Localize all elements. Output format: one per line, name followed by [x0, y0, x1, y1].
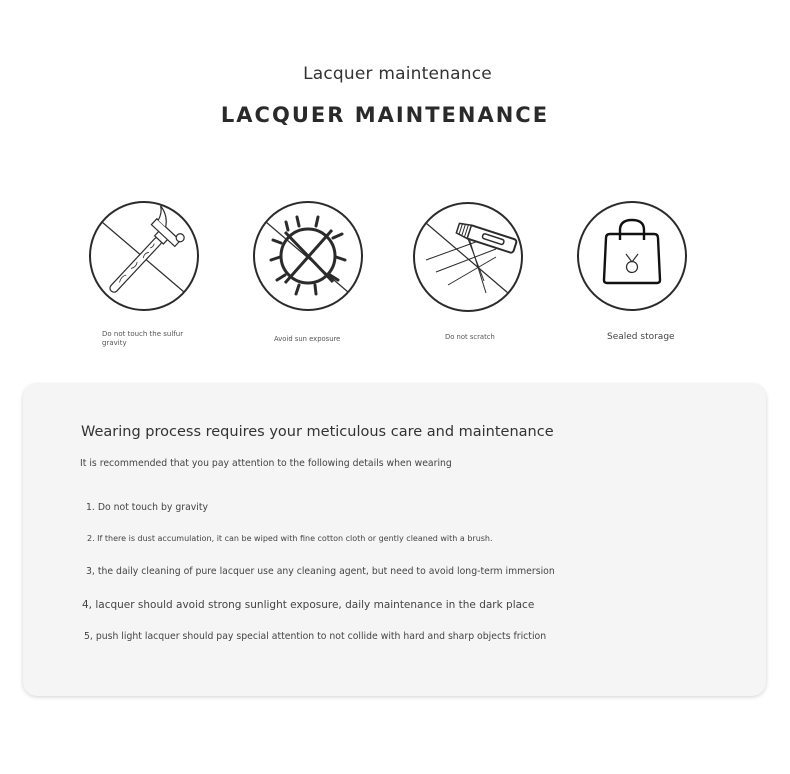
caption-scratch: Do not scratch — [445, 333, 495, 341]
list-item: 3, the daily cleaning of pure lacquer use any cleaning agent, but need to avoid long-term immersion — [86, 566, 555, 577]
bag-icon — [576, 200, 688, 312]
care-card — [23, 384, 766, 696]
page-subtitle: Lacquer maintenance — [303, 64, 492, 84]
caption-hammer-line2: gravity — [102, 339, 127, 347]
list-item: 4, lacquer should avoid strong sunlight exposure, daily maintenance in the dark place — [82, 599, 535, 611]
caption-hammer-line1: Do not touch the sulfur — [102, 330, 184, 338]
list-item: 2. If there is dust accumulation, it can be wiped with fine cotton cloth or gently cleaned with a brush. — [87, 534, 493, 543]
caption-hammer — [102, 330, 183, 348]
cutter-prohibited-icon — [412, 201, 524, 313]
page-title: LACQUER MAINTENANCE — [220, 103, 550, 127]
caption-sun: Avoid sun exposure — [274, 335, 341, 343]
list-item: 1. Do not touch by gravity — [86, 502, 209, 513]
card-intro: It is recommended that you pay attention to the following details when wearing — [80, 458, 452, 469]
list-item: 5, push light lacquer should pay special attention to not collide with hard and sharp objects friction — [84, 631, 547, 642]
caption-sealed: Sealed storage — [607, 332, 675, 342]
card-heading: Wearing process requires your meticulous care and maintenance — [81, 424, 554, 440]
hammer-prohibited-icon — [88, 200, 200, 312]
sun-prohibited-icon — [252, 200, 364, 312]
